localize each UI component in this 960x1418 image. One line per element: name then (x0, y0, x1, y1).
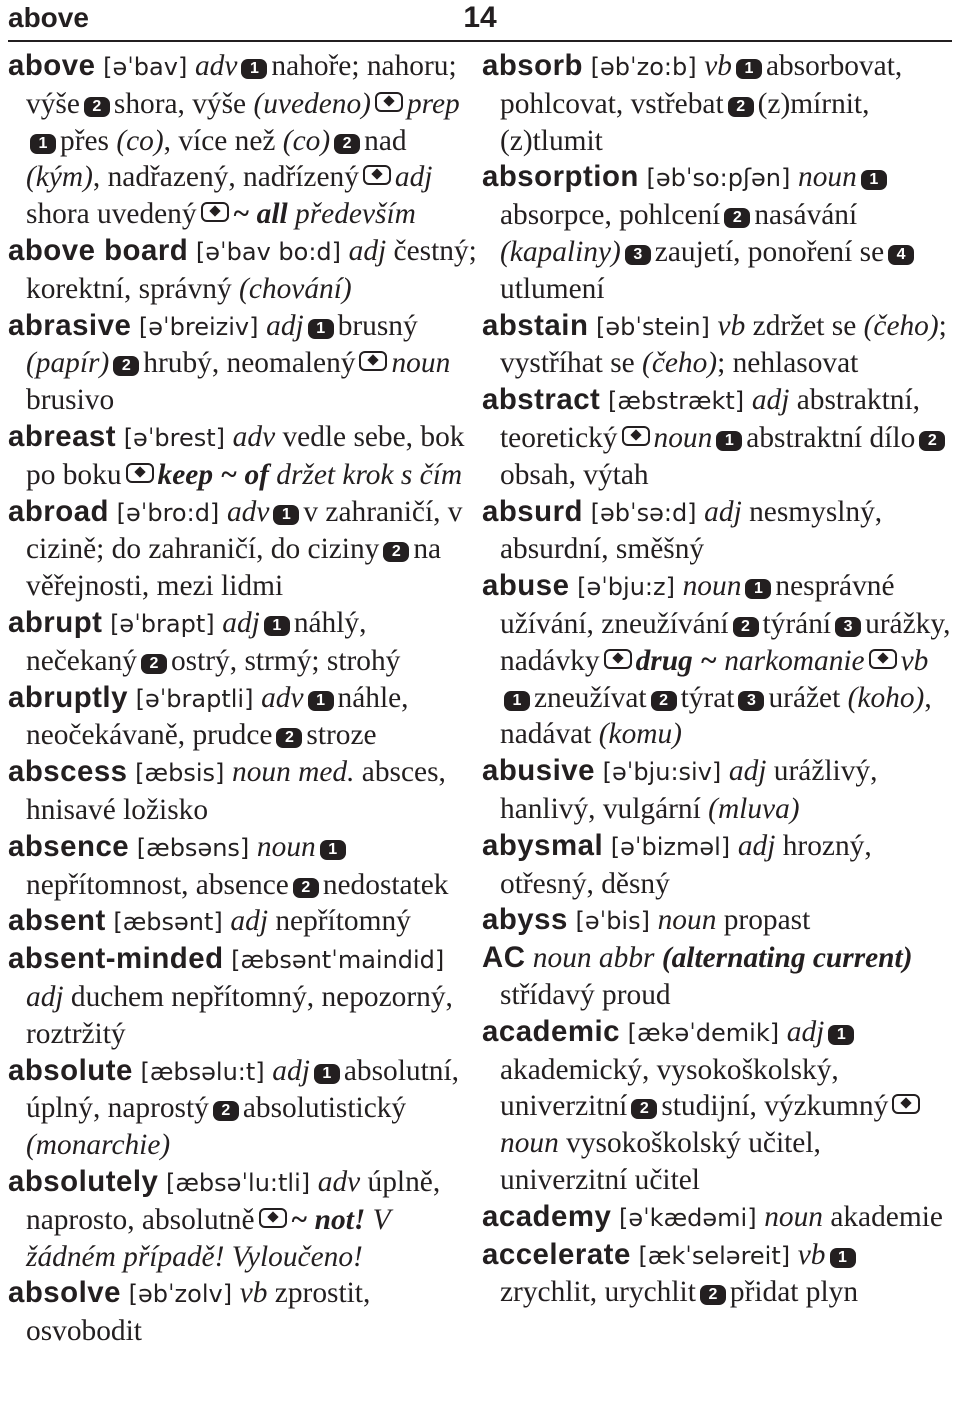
pronunciation: [əˈbav bo:d] (188, 237, 349, 266)
grammar-label: vb (717, 309, 746, 342)
grammar-label: vb (900, 644, 929, 677)
pronunciation: [æbsəlu:t] (132, 1057, 273, 1086)
translation: urážky, nadávky (500, 607, 951, 677)
headword: above board (8, 233, 189, 267)
grammar-label: adj (230, 905, 268, 938)
pronunciation: [æbsəntˈmaindid] (223, 946, 445, 975)
dictionary-entry (8, 1275, 478, 1350)
translation: akademie (822, 1200, 943, 1233)
dictionary-entry (8, 419, 478, 494)
translation: zneužívat (534, 681, 647, 714)
sense-number-badge: 1 (264, 616, 290, 636)
translation: , nadávat (500, 681, 932, 751)
dictionary-entry (8, 233, 478, 308)
dictionary-entry (8, 1053, 478, 1164)
diamond-box-icon (892, 1094, 920, 1114)
pronunciation: [əˈbis] (567, 907, 658, 936)
dictionary-entry (482, 159, 952, 307)
grammar-label: adj (704, 495, 742, 528)
translation: ; nehlasovat (717, 347, 859, 380)
sense-number-badge: 1 (504, 691, 530, 711)
dictionary-entry (482, 753, 952, 828)
translation: zaujetí, ponoření se (654, 235, 885, 268)
headword: abysmal (482, 828, 604, 862)
dictionary-entry (482, 1237, 952, 1312)
sense-number-badge: 1 (736, 59, 762, 79)
grammar-label: adj (737, 829, 776, 862)
sense-number-badge: 2 (631, 1099, 657, 1119)
pronunciation: [əˈbraptli] (127, 684, 262, 713)
sense-number-badge: 2 (276, 728, 302, 748)
grammar-label: adv (232, 420, 276, 453)
usage-note: (kapaliny) (500, 235, 621, 268)
usage-note: (papír) (26, 347, 110, 380)
grammar-label: adv (261, 681, 304, 714)
grammar-label: noun (682, 570, 742, 603)
page-header (8, 0, 952, 42)
dictionary-entry (8, 941, 478, 1052)
pronunciation: [æbsənt] (105, 908, 231, 937)
headword: academic (482, 1014, 620, 1048)
sense-number-badge: 2 (383, 542, 409, 562)
headword: absolutely (8, 1164, 159, 1198)
idiom-phrase: keep ~ of (157, 458, 269, 491)
translation: studijní, výzkumný (661, 1090, 889, 1123)
grammar-label: noun abbr (525, 942, 662, 975)
headword: abroad (8, 494, 109, 528)
dictionary-entry (482, 382, 952, 493)
dictionary-entry (482, 568, 952, 753)
grammar-label: adj (751, 384, 790, 417)
translation: akademický, vysokoškolský, univerzitní (500, 1053, 839, 1123)
translation: střídavý proud (500, 978, 671, 1011)
idiom-phrase: drug ~ (635, 644, 717, 677)
sense-number-badge: 2 (651, 691, 677, 711)
translation: náhlý, nečekaný (26, 606, 367, 677)
diamond-box-icon (126, 463, 154, 483)
grammar-label: vb (797, 1238, 826, 1271)
grammar-label: adj (26, 980, 64, 1013)
pronunciation: [əˈbro:d] (109, 498, 227, 527)
translation: absorpce, pohlcení (500, 199, 721, 232)
translation: duchem nepřítomný, nepozorný, roztržitý (26, 980, 453, 1050)
idiom-phrase: (alternating current) (661, 942, 913, 975)
diamond-box-icon (604, 649, 632, 669)
grammar-label: adj (728, 755, 767, 788)
sense-number-badge: 1 (745, 579, 771, 599)
headword: AC (482, 941, 526, 975)
sense-number-badge: 1 (828, 1025, 854, 1045)
pronunciation: [əˈbrapt] (102, 609, 223, 638)
translation: nesprávné užívání, zneužívání (500, 570, 895, 640)
usage-note: (koho) (847, 681, 925, 714)
headword: abstain (482, 308, 589, 342)
translation: zrychlit, urychlit (500, 1276, 696, 1309)
translation: stroze (306, 719, 377, 752)
translation: , více než (163, 124, 283, 157)
translation: na věřejnosti, mezi lidmi (26, 533, 442, 603)
translation: absces, hnisavé ložisko (26, 756, 446, 826)
grammar-label: adj (786, 1015, 825, 1048)
dictionary-entry (482, 1199, 952, 1237)
translation: ostrý, strmý; strohý (170, 644, 401, 677)
headword: abuse (482, 569, 570, 603)
sense-number-badge: 2 (334, 134, 360, 154)
headword: abreast (8, 419, 117, 453)
usage-note: držet krok s čím (268, 458, 463, 491)
usage-note: (kým) (26, 161, 93, 194)
pronunciation: [əˈbreiziv] (131, 312, 267, 341)
pronunciation: [əˈkædəmi] (611, 1203, 765, 1232)
translation: přidat plyn (729, 1276, 859, 1309)
grammar-label: noun (798, 161, 857, 194)
translation: vedle sebe, bok po boku (26, 420, 465, 491)
usage-note: V žádném případě! Vyloučeno! (26, 1203, 391, 1273)
grammar-label: adv (194, 50, 238, 82)
grammar-label: vb (704, 50, 732, 82)
headword: absent-minded (8, 942, 224, 976)
grammar-label: noun (500, 1127, 559, 1160)
diamond-box-icon (375, 92, 403, 112)
usage-note: (monarchie) (26, 1129, 171, 1162)
dictionary-entry (8, 829, 478, 904)
translation: urážet (768, 681, 848, 714)
dictionary-entry (482, 1014, 952, 1199)
dictionary-entry (8, 605, 478, 680)
headword: above (8, 49, 96, 82)
headword: abrupt (8, 605, 103, 639)
headword: absence (8, 829, 130, 863)
pronunciation: [əbˈsə:d] (583, 498, 705, 527)
sense-number-badge: 1 (308, 691, 334, 711)
pronunciation: [əbˈzo:b] (583, 53, 705, 81)
translation: náhle, neočekávaně, prudce (26, 681, 409, 752)
grammar-label: adj (272, 1054, 310, 1087)
sense-number-badge: 2 (724, 208, 750, 228)
translation: vysokoškolský učitel, univerzitní učitel (500, 1127, 821, 1196)
usage-note: (komu) (598, 718, 682, 751)
headword: absorb (482, 49, 583, 82)
idiom-phrase: ~ not! (290, 1203, 366, 1236)
dictionary-entry (482, 494, 952, 569)
translation: obsah, výtah (500, 458, 649, 491)
sense-number-badge: 1 (30, 134, 56, 154)
sense-number-badge: 2 (293, 878, 319, 898)
translation: urážlivý, hanlivý, vulgární (500, 755, 878, 825)
grammar-label: noun (657, 904, 717, 937)
pronunciation: [əˈbju:z] (569, 573, 683, 602)
grammar-label: noun (256, 830, 316, 863)
headword: absurd (482, 494, 583, 528)
grammar-label: adj (348, 234, 387, 267)
grammar-label: adv (226, 495, 270, 528)
translation: abstraktní, teoretický (500, 384, 920, 454)
page-number: 14 (463, 1, 497, 34)
translation: v zahraničí, v cizině; do zahraničí, do ciziny (26, 495, 463, 566)
diamond-box-icon (201, 202, 229, 222)
sense-number-badge: 2 (84, 97, 110, 117)
headword: academy (482, 1199, 612, 1233)
sense-number-badge: 4 (888, 245, 914, 265)
translation: , nadřazený, nadřízený (92, 161, 359, 194)
sense-number-badge: 3 (835, 617, 861, 637)
translation: brusný (337, 309, 418, 342)
sense-number-badge: 1 (314, 1064, 340, 1084)
grammar-label: vb (239, 1277, 268, 1310)
usage-note: narkomanie (716, 644, 865, 677)
usage-note: (co) (282, 124, 331, 157)
sense-number-badge: 1 (830, 1248, 856, 1268)
pronunciation: [æbsəns] (129, 833, 257, 862)
translation: (z)mírnit, (z)tlumit (500, 87, 870, 157)
grammar-label: adj (222, 606, 260, 639)
diamond-box-icon (622, 426, 650, 446)
translation: utlumení (500, 272, 605, 305)
pronunciation: [ækˈseləreit] (630, 1241, 798, 1270)
sense-number-badge: 2 (700, 1285, 726, 1305)
headword: abrasive (8, 308, 132, 342)
translation: absorbovat, pohlcovat, vstřebat (500, 50, 903, 120)
translation: shora uvedený (26, 198, 197, 231)
grammar-label: adj (266, 309, 304, 342)
pronunciation: [ækəˈdemik] (619, 1018, 787, 1047)
translation: čestný; korektní, správný (26, 234, 477, 305)
translation: hrubý, neomalený (143, 347, 356, 380)
headword: absolute (8, 1053, 133, 1087)
translation: ; vystříhat se (500, 309, 947, 380)
dictionary-entry (8, 1164, 478, 1275)
sense-number-badge: 2 (919, 431, 945, 451)
pronunciation: [æbsəˈlu:tli] (158, 1168, 318, 1197)
sense-number-badge: 2 (141, 654, 167, 674)
sense-number-badge: 1 (241, 59, 267, 79)
usage-note: (chování) (239, 272, 352, 305)
sense-number-badge: 1 (716, 431, 742, 451)
dictionary-entry (482, 902, 952, 940)
headword: abstract (482, 383, 601, 417)
translation: nahoře; nahoru; výše (26, 50, 457, 120)
dictionary-entry (8, 308, 478, 419)
grammar-label: adj (394, 161, 433, 194)
headword: abyss (482, 903, 568, 937)
sense-number-badge: 2 (113, 356, 139, 376)
translation: týrat (680, 681, 735, 714)
guide-word: above (8, 2, 89, 33)
dictionary-entry (8, 754, 478, 829)
pronunciation: [əˈbizməl] (603, 832, 738, 861)
dictionary-entry (8, 48, 478, 233)
translation: nasávání (754, 199, 858, 232)
translation: hrozný, otřesný, děsný (500, 829, 872, 900)
usage-note: (uvedeno) (253, 87, 371, 120)
dictionary-entry (482, 828, 952, 903)
pronunciation: [əˈbav] (95, 53, 195, 81)
grammar-label: adv (317, 1165, 361, 1198)
grammar-label: prep (406, 87, 460, 120)
translation: nedostatek (322, 868, 449, 901)
translation: nesmyslný, absurdní, směšný (500, 495, 883, 566)
dictionary-columns (0, 48, 960, 1350)
dictionary-entry (8, 680, 478, 755)
translation: propast (716, 904, 811, 937)
translation: zdržet se (745, 309, 864, 342)
headword: absent (8, 904, 106, 938)
translation: úplně, naprosto, absolutně (26, 1165, 441, 1236)
translation: brusivo (26, 384, 115, 417)
usage-note: (čeho) (642, 347, 718, 380)
dictionary-entry (482, 308, 952, 383)
left-column (8, 48, 478, 1350)
sense-number-badge: 1 (861, 170, 887, 190)
headword: abusive (482, 754, 595, 788)
sense-number-badge: 2 (733, 617, 759, 637)
pronunciation: [əbˈso:pʃən] (638, 164, 798, 193)
grammar-label: noun (391, 347, 451, 380)
sense-number-badge: 3 (625, 245, 651, 265)
translation: zprostit, osvobodit (26, 1277, 371, 1348)
translation: absolutní, úplný, naprostý (26, 1054, 459, 1125)
dictionary-entry (482, 940, 952, 1014)
translation: shora, výše (113, 87, 254, 120)
usage-note: (co) (116, 124, 164, 157)
headword: abruptly (8, 680, 128, 714)
headword: abscess (8, 755, 128, 789)
idiom-phrase: ~ all (232, 198, 288, 231)
translation: nepřítomnost, absence (26, 868, 289, 901)
grammar-label: noun (653, 421, 713, 454)
diamond-box-icon (363, 165, 391, 185)
headword: absolve (8, 1276, 121, 1310)
translation: týrání (762, 607, 832, 640)
sense-number-badge: 2 (213, 1101, 239, 1121)
usage-note: (čeho) (863, 309, 939, 342)
pronunciation: [əˈbrest] (116, 423, 233, 452)
grammar-label: noun med. (232, 756, 355, 789)
grammar-label: noun (764, 1200, 823, 1233)
diamond-box-icon (869, 649, 897, 669)
sense-number-badge: 1 (320, 840, 346, 860)
sense-number-badge: 1 (308, 319, 334, 339)
dictionary-entry (8, 494, 478, 605)
sense-number-badge: 1 (273, 505, 299, 525)
pronunciation: [əˈbju:siv] (594, 758, 729, 787)
sense-number-badge: 3 (738, 691, 764, 711)
translation: nepřítomný (267, 905, 411, 938)
headword: absorption (482, 160, 639, 194)
pronunciation: [əbˈstein] (588, 312, 718, 341)
diamond-box-icon (359, 351, 387, 371)
usage-note: především (287, 198, 416, 231)
diamond-box-icon (259, 1208, 287, 1228)
right-column (482, 48, 952, 1350)
pronunciation: [æbsis] (127, 759, 232, 788)
translation: přes (60, 124, 117, 157)
pronunciation: [æbstrækt] (600, 387, 752, 416)
dictionary-entry (8, 903, 478, 941)
sense-number-badge: 2 (728, 97, 754, 117)
translation: absolutistický (242, 1092, 407, 1125)
translation: abstraktní dílo (746, 421, 916, 454)
usage-note: (mluva) (708, 792, 800, 825)
headword: accelerate (482, 1237, 631, 1271)
translation: nad (364, 124, 407, 157)
pronunciation: [əbˈzolv] (120, 1280, 240, 1309)
dictionary-entry (482, 48, 952, 159)
